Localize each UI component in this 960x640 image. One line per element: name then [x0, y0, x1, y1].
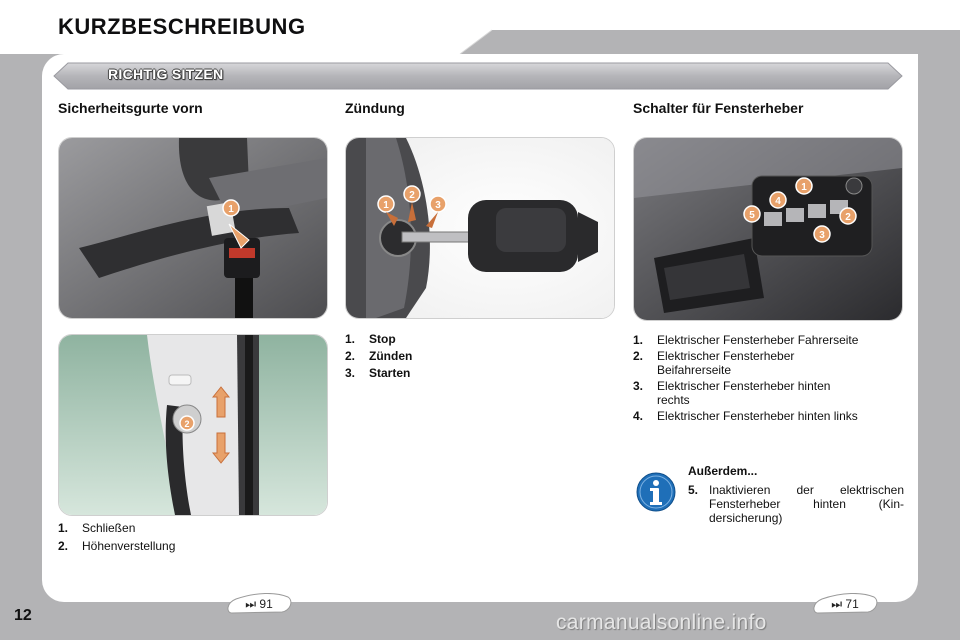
item-text: Starten [369, 366, 411, 380]
item-text: Stop [369, 332, 396, 346]
list-item [633, 333, 863, 347]
seatbelt-title: Sicherheitsgurte vorn [58, 100, 203, 116]
item-number: 2. [633, 349, 644, 363]
child-lock-note [688, 483, 904, 525]
reference-page: 91 [259, 597, 273, 611]
next-page-arrow-icon: ⏭ [245, 597, 257, 611]
list-item [58, 521, 318, 535]
windows-title: Schalter für Fensterheber [633, 100, 804, 116]
callout-label: 2 [184, 419, 190, 429]
callout-label: 3 [819, 230, 825, 241]
seatbelt-list [58, 521, 318, 555]
callout-label: 2 [845, 212, 851, 223]
item-text: Elektrischer Fensterheber Beifahrerseite [657, 349, 795, 377]
callout-label: 4 [775, 196, 781, 207]
item-text: Schließen [82, 521, 136, 535]
page-title: KURZBESCHREIBUNG [58, 14, 306, 39]
item-number: 5. [688, 483, 699, 497]
list-item [345, 366, 605, 380]
page-reference-71[interactable] [812, 593, 878, 615]
item-number: 1. [633, 333, 644, 347]
callout-label: 3 [435, 200, 441, 211]
ignition-list [345, 332, 605, 383]
item-number: 1. [345, 332, 356, 346]
item-text: Inaktivieren der elektrischen Fensterheber hinten (Kin-dersicherung) [709, 483, 904, 525]
reference-page: 71 [845, 597, 859, 611]
callout-label: 2 [409, 190, 415, 201]
list-item [633, 409, 863, 423]
item-number: 2. [345, 349, 356, 363]
seatbelt-buckle-photo [58, 137, 328, 319]
item-text: Elektrischer Fensterheber Fahrerseite [657, 333, 859, 347]
item-text: Höhenverstellung [82, 539, 176, 553]
list-item [633, 379, 863, 407]
ignition-title: Zündung [345, 100, 405, 116]
list-item [633, 349, 863, 377]
callout-label: 5 [749, 210, 755, 221]
info-icon [636, 472, 676, 512]
list-item [58, 539, 318, 553]
ignition-photo [345, 137, 615, 319]
callout-label: 1 [801, 182, 807, 193]
item-text: Elektrischer Fensterheber hinten links [657, 409, 858, 423]
item-text: Zünden [369, 349, 413, 363]
watermark: carmanualsonline.info [556, 611, 767, 634]
callout-label: 1 [228, 204, 234, 215]
reference-text [812, 597, 878, 612]
list-item [345, 349, 605, 363]
item-number: 4. [633, 409, 644, 423]
page-number: 12 [14, 607, 32, 624]
next-page-arrow-icon: ⏭ [831, 597, 843, 611]
window-switches-photo [633, 137, 903, 321]
reference-text [226, 597, 292, 612]
list-item [345, 332, 605, 346]
item-text: Elektrischer Fensterheber hinten rechts [657, 379, 831, 407]
item-number: 2. [58, 539, 69, 553]
item-number: 3. [633, 379, 644, 393]
windows-list [633, 333, 863, 425]
additional-heading: Außerdem... [688, 464, 758, 478]
item-number: 1. [58, 521, 69, 535]
seatbelt-height-photo [58, 334, 328, 516]
callout-label: 1 [383, 200, 389, 211]
page-reference-91[interactable] [226, 593, 292, 615]
section-banner-label: RICHTIG SITZEN [108, 66, 224, 82]
item-number: 3. [345, 366, 356, 380]
